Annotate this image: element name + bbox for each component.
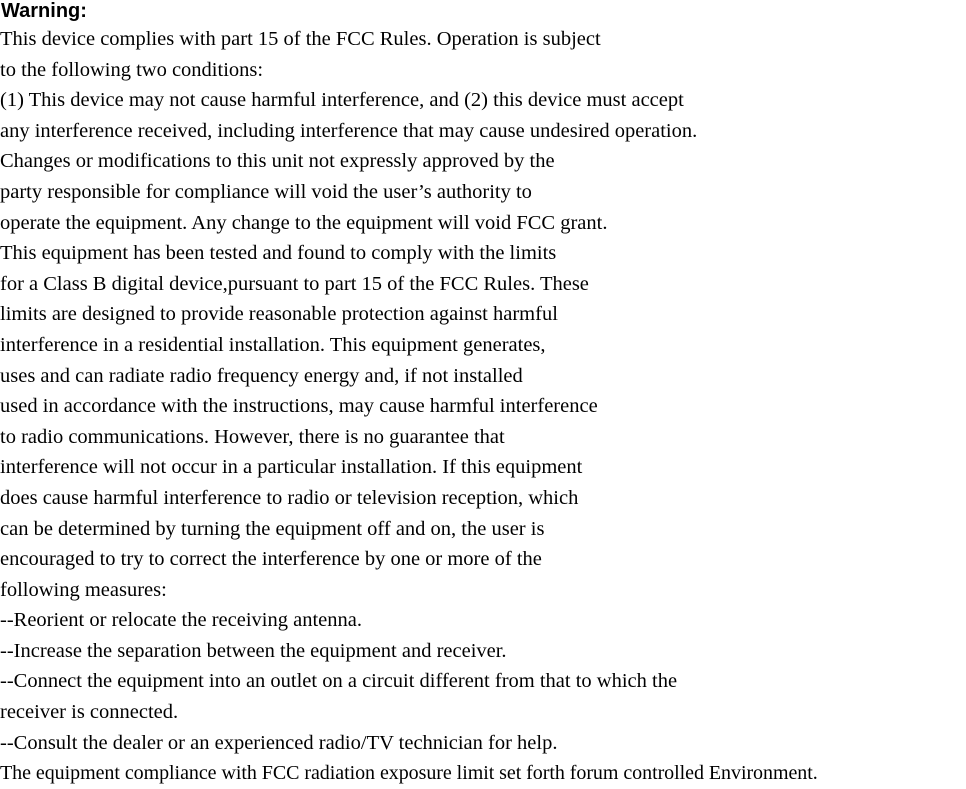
text-line: following measures: [0,578,167,601]
text-line: This device complies with part 15 of the FCC Rules. Operation is subject [0,28,601,50]
text-line: Changes or modifications to this unit not expressly approved by the [0,150,555,173]
text-line: (1) This device may not cause harmful interference, and (2) this device must accept [0,89,684,112]
text-line: can be determined by turning the equipment off and on, the user is [0,517,545,540]
text-line: receiver is connected. [0,701,179,724]
text-line: to the following two conditions: [0,58,264,81]
text-line: interference will not occur in a particular installation. If this equipment [0,456,583,479]
warning-body [0,24,966,789]
text-line: uses and can radiate radio frequency energy and, if not installed [0,364,523,387]
text-line: does cause harmful interference to radio or television reception, which [0,486,579,509]
text-line: party responsible for compliance will void the user’s authority to [0,180,532,203]
text-line: operate the equipment. Any change to the equipment will void FCC grant. [0,211,608,234]
text-line: for a Class B digital device,pursuant to part 15 of the FCC Rules. These [0,272,589,295]
text-line: any interference received, including interference that may cause undesired operation. [0,119,698,142]
text-line: The equipment compliance with FCC radiation exposure limit set forth forum controlled Environment. [0,762,818,785]
text-line: --Connect the equipment into an outlet on a circuit different from that to which the [0,670,678,693]
text-line: --Reorient or relocate the receiving antenna. [0,609,362,632]
text-line: used in accordance with the instructions, may cause harmful interference [0,395,598,418]
text-line: interference in a residential installation. This equipment generates, [0,333,546,356]
text-line: to radio communications. However, there is no guarantee that [0,425,505,448]
text-line: --Consult the dealer or an experienced radio/TV technician for help. [0,731,558,754]
warning-heading: Warning: [1,0,87,22]
text-line: encouraged to try to correct the interference by one or more of the [0,548,542,571]
text-line: This equipment has been tested and found to comply with the limits [0,242,557,265]
text-line: --Increase the separation between the equipment and receiver. [0,639,507,662]
text-line: limits are designed to provide reasonable protection against harmful [0,303,558,326]
